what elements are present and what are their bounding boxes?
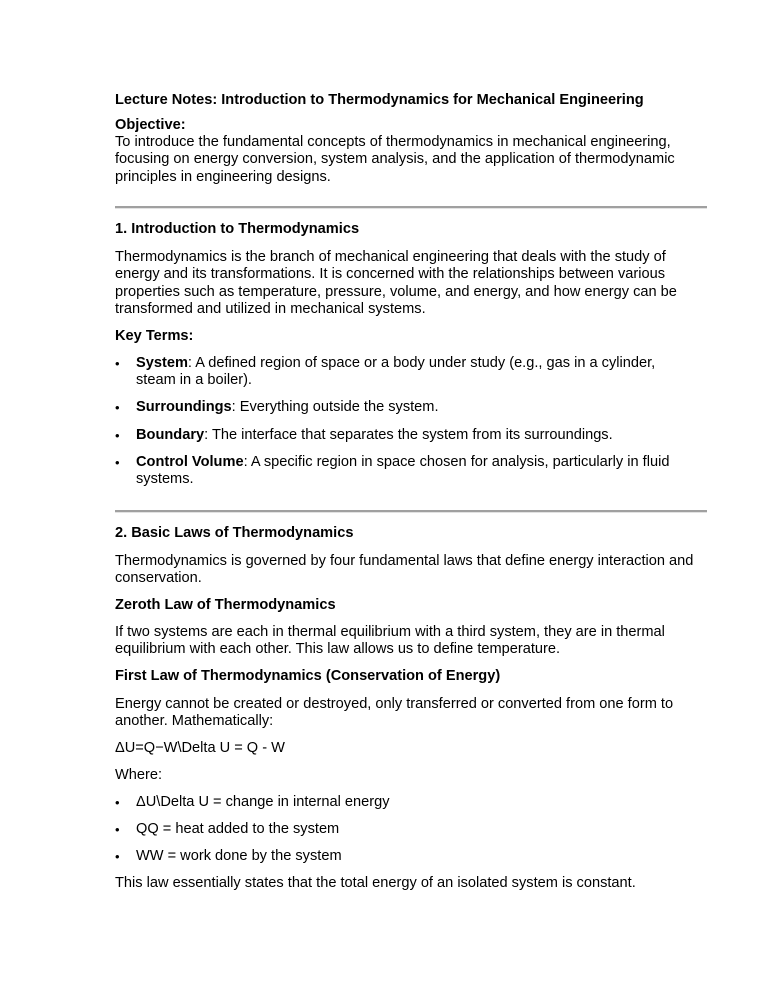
closing-text: This law essentially states that the total energy of an isolated system is constant. (115, 875, 636, 891)
equation: ΔU=Q−W\Delta U = Q - W (115, 740, 285, 756)
zeroth-law-heading: Zeroth Law of Thermodynamics (115, 597, 336, 613)
list-item (136, 427, 696, 444)
list-item (136, 454, 696, 489)
definition: : Everything outside the system. (231, 399, 439, 415)
document-title: Lecture Notes: Introduction to Thermodynamics for Mechanical Engineering (115, 92, 644, 108)
definition: : The interface that separates the system from its surroundings. (204, 427, 613, 443)
zeroth-law-text: If two systems are each in thermal equilibrium with a third system, they are in thermal equilibrium with each other. This law allows us to define temperature. (115, 624, 665, 658)
section2-heading: 2. Basic Laws of Thermodynamics (115, 525, 354, 541)
key-terms-label: Key Terms: (115, 328, 194, 344)
list-item: • QQ = heat added to the system (136, 821, 696, 838)
list-item (136, 399, 696, 416)
section-divider (115, 206, 707, 209)
definition: : A defined region of space or a body under study (e.g., gas in a cylinder, steam in a boiler). (136, 355, 656, 389)
list-item: • ΔU\Delta U = change in internal energy (136, 794, 696, 811)
definition: : A specific region in space chosen for analysis, particularly in fluid systems. (136, 454, 670, 488)
term: Control Volume (136, 454, 244, 470)
first-law-heading: First Law of Thermodynamics (Conservation of Energy) (115, 668, 501, 684)
first-law-text: Energy cannot be created or destroyed, only transferred or converted from one form to another. Mathematically: (115, 696, 674, 730)
where-label: Where: (115, 767, 163, 783)
section2-paragraph: Thermodynamics is governed by four fundamental laws that define energy interaction and conservation. (115, 553, 694, 587)
list-item (136, 355, 696, 390)
section1-heading: 1. Introduction to Thermodynamics (115, 221, 360, 237)
objective-label: Objective: (115, 117, 186, 133)
section-divider (115, 510, 707, 513)
term: Boundary (136, 427, 205, 443)
section1-paragraph: Thermodynamics is the branch of mechanical engineering that deals with the study of energy and its transformations. It is concerned with the relationships between various properties such as temperature, pressure, volume, and energy, and how energy can be transformed and utilized in mechanical systems. (115, 249, 677, 317)
list-item: • WW = work done by the system (136, 848, 696, 865)
term: System (136, 355, 188, 371)
term: Surroundings (136, 399, 232, 415)
objective-text: To introduce the fundamental concepts of thermodynamics in mechanical engineering, focusing on energy conversion, system analysis, and the application of thermodynamic principles in engineering designs. (115, 134, 675, 185)
